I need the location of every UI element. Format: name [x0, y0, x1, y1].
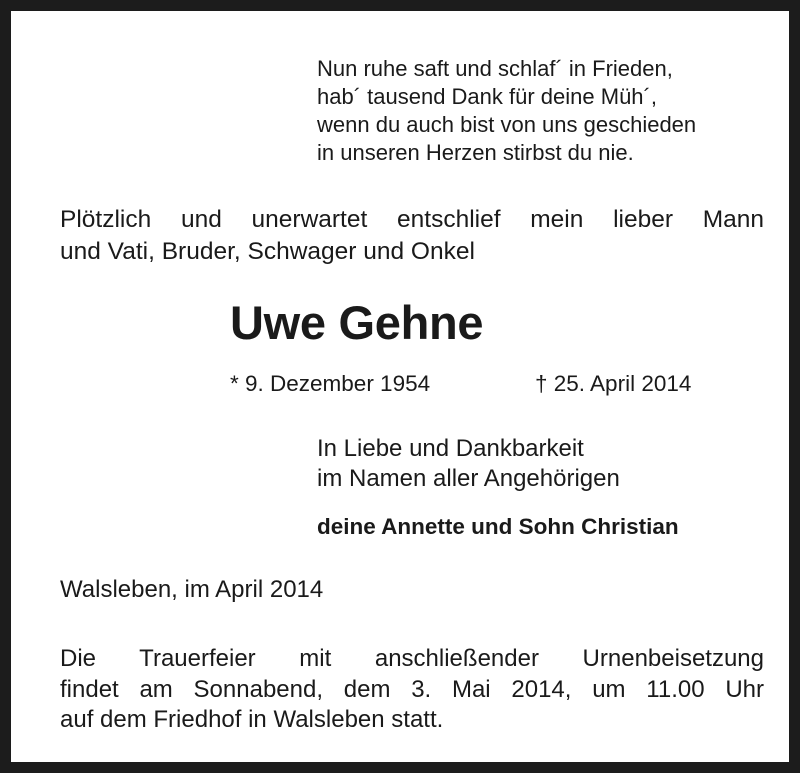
announcement-intro: [60, 204, 764, 268]
closing-line: In Liebe und Dankbarkeit: [317, 435, 584, 462]
family-signature: deine Annette und Sohn Christian: [317, 514, 679, 539]
poem-line: in unseren Herzen stirbst du nie.: [317, 140, 634, 165]
closing-line: im Namen aller Angehörigen: [317, 465, 620, 492]
place-and-date: Walsleben, im April 2014: [60, 576, 324, 603]
funeral-details: [60, 644, 764, 736]
intro-line: und Vati, Bruder, Schwager und Onkel: [60, 238, 475, 265]
poem-line: Nun ruhe saft und schlaf´ in Frieden,: [317, 56, 673, 81]
intro-line: Plötzlich und unerwartet entschlief mein lieber Mann: [60, 206, 764, 233]
deceased-name: Uwe Gehne: [230, 296, 484, 349]
funeral-line: auf dem Friedhof in Walsleben statt.: [60, 706, 444, 733]
closing-text: [317, 434, 620, 494]
funeral-line: Die Trauerfeier mit anschließender Urnenbeisetzung: [60, 645, 764, 672]
poem-line: hab´ tausend Dank für deine Müh´,: [317, 84, 657, 109]
poem-line: wenn du auch bist von uns geschieden: [317, 112, 697, 137]
funeral-line: findet am Sonnabend, dem 3. Mai 2014, um 11.00 Uhr: [60, 675, 764, 703]
poem-verse: [317, 55, 696, 167]
birth-date: * 9. Dezember 1954: [230, 371, 431, 396]
death-date: † 25. April 2014: [535, 371, 692, 396]
